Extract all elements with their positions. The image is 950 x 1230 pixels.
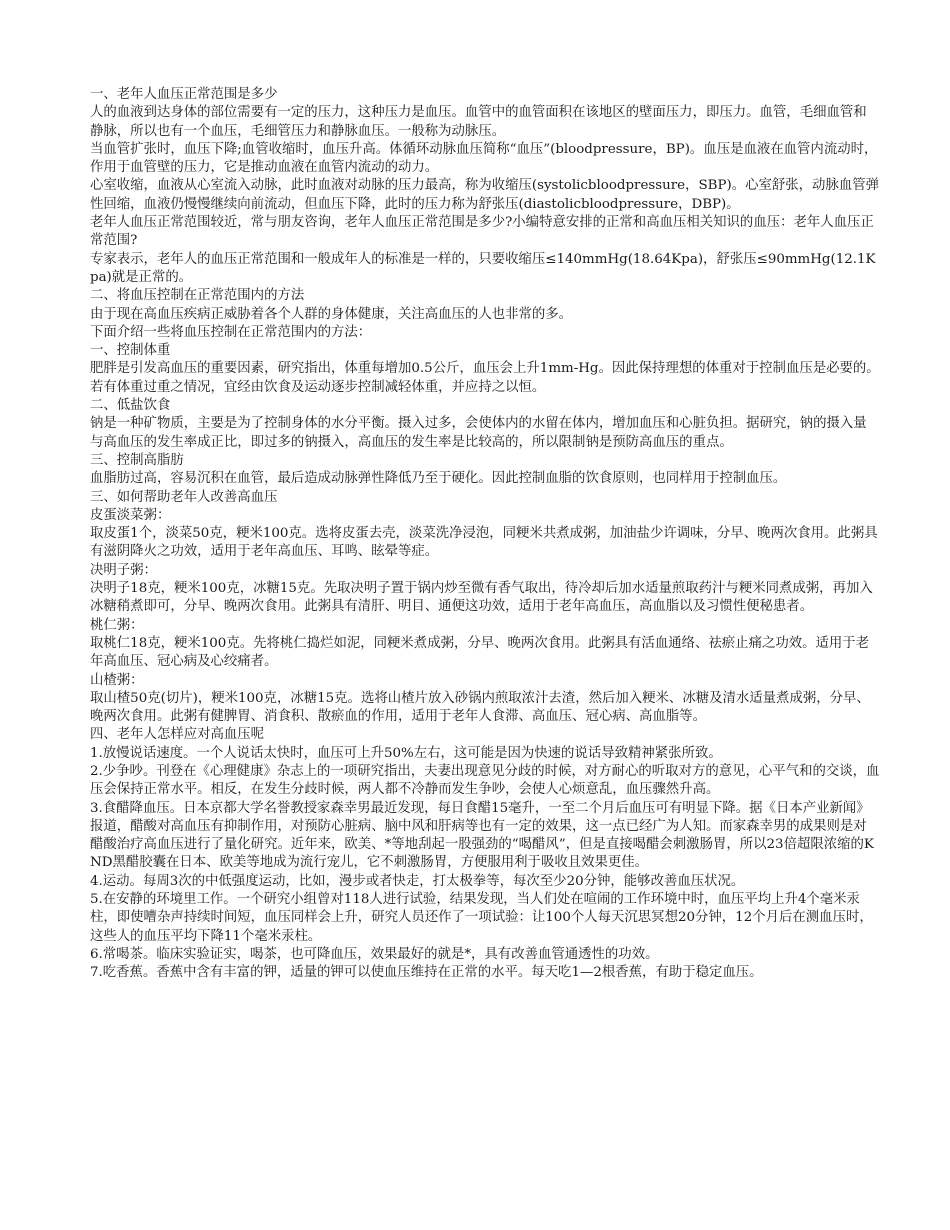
subheading-control-fat: 三、控制高脂肪 xyxy=(90,452,184,468)
paragraph: 肥胖是引发高血压的重要因素，研究指出，体重每增加0.5公斤，血压会上升1mm-Hg。因此保持理想的体重对于控制血压是必要的。若有体重过重之情况，宜经由饮食及运动逐步控制减轻体重，并应持之以恒。 xyxy=(90,361,880,395)
recipe-title-pidan: 皮蛋淡菜粥： xyxy=(90,507,171,523)
recipe-title-shanzha: 山楂粥： xyxy=(90,672,144,688)
paragraph: 心室收缩，血液从心室流入动脉，此时血液对动脉的压力最高，称为收缩压(systolicbloodpressure，SBP)。心室舒张，动脉血管弹性回缩，血液仍慢慢继续向前流动，但血压下降，此时的压力称为舒张压(diastolicbloodpressure，DBP)。 xyxy=(90,178,880,212)
list-item: 6.常喝茶。临床实验证实，喝茶，也可降血压，效果最好的就是*，具有改善血管通透性的功效。 xyxy=(90,946,659,962)
document-body xyxy=(90,86,880,983)
list-item: 2.少争吵。刊登在《心理健康》杂志上的一项研究指出，夫妻出现意见分歧的时候，对方耐心的听取对方的意见，心平气和的交谈，血压会保持正常水平。相反，在发生分歧时候，两人都不冷静而发生争吵，会使人心烦意乱，血压骤然升高。 xyxy=(90,763,880,798)
recipe-title-taoren: 桃仁粥： xyxy=(90,617,144,633)
paragraph: 血脂肪过高，容易沉积在血管，最后造成动脉弹性降低乃至于硬化。因此控制血脂的饮食原则，也同样用于控制血压。 xyxy=(90,471,787,487)
paragraph: 下面介绍一些将血压控制在正常范围内的方法： xyxy=(90,324,372,340)
section-heading-4: 四、老年人怎样应对高血压呢 xyxy=(90,727,265,743)
section-heading-2: 二、将血压控制在正常范围内的方法 xyxy=(90,288,305,304)
recipe-body: 取桃仁18克，粳米100克。先将桃仁捣烂如泥，同粳米煮成粥，分早、晚两次食用。此粥具有活血通络、祛瘀止痛之功效。适用于老年高血压、冠心病及心绞痛者。 xyxy=(90,635,870,670)
subheading-control-weight: 一、控制体重 xyxy=(90,343,171,359)
list-item: 1.放慢说话速度。一个人说话太快时，血压可上升50%左右，这可能是因为快速的说话导致精神紧张所致。 xyxy=(90,745,722,761)
list-item: 5.在安静的环境里工作。一个研究小组曾对118人进行试验，结果发现，当人们处在喧闹的工作环境中时，血压平均上升4个毫米汞柱，即使嘈杂声持续时间短，血压同样会上升，研究人员还作了一项试验：让100个人每天沉思冥想20分钟，12个月后在测血压时，这些人的血压平均下降11个毫米汞柱。 xyxy=(90,892,873,944)
subheading-low-salt: 二、低盐饮食 xyxy=(90,398,171,414)
section-heading-3: 三、如何帮助老年人改善高血压 xyxy=(90,489,278,505)
paragraph: 由于现在高血压疾病正威胁着各个人群的身体健康，关注高血压的人也非常的多。 xyxy=(90,306,573,322)
paragraph: 当血管扩张时，血压下降;血管收缩时，血压升高。体循环动脉血压简称“血压”(bloodpressure，BP)。血压是血液在血管内流动时，作用于血管壁的压力，它是推动血液在血管内流动的动力。 xyxy=(90,141,878,176)
paragraph: 老年人血压正常范围较近，常与朋友咨询，老年人血压正常范围是多少?小编特意安排的正常和高血压相关知识的血压：老年人血压正常范围? xyxy=(90,215,874,249)
paragraph: 钠是一种矿物质，主要是为了控制身体的水分平衡。摄入过多，会使体内的水留在体内，增加血压和心脏负担。据研究，钠的摄入量与高血压的发生率成正比，即过多的钠摄入，高血压的发生率是比较高的，所以限制钠是预防高血压的重点。 xyxy=(90,416,867,450)
recipe-body: 取皮蛋1个，淡菜50克，粳米100克。选将皮蛋去壳，淡菜洗净浸泡，同粳米共煮成粥，加油盐少许调味，分早、晚两次食用。此粥具有滋阴降火之功效，适用于老年高血压、耳鸣、眩晕等症。 xyxy=(90,526,878,560)
paragraph: 专家表示，老年人的血压正常范围和一般成年人的标准是一样的，只要收缩压≤140mmHg(18.64Kpa)，舒张压≤90mmHg(12.1Kpa)就是正常的。 xyxy=(90,251,876,285)
recipe-body: 决明子18克，粳米100克，冰糖15克。先取决明子置于锅内炒至微有香气取出，待冷却后加水适量煎取药汁与粳米同煮成粥，再加入冰糖稍煮即可，分早、晚两次食用。此粥具有清肝、明目、通便这功效，适用于老年高血压，高血脂以及习惯性便秘患者。 xyxy=(90,581,873,615)
paragraph: 人的血液到达身体的部位需要有一定的压力，这种压力是血压。血管中的血管面积在该地区的壁面压力，即压力。血管，毛细血管和静脉，所以也有一个血压，毛细管压力和静脉血压。一般称为动脉压。 xyxy=(90,105,867,139)
section-heading-1: 一、老年人血压正常范围是多少 xyxy=(90,87,278,102)
recipe-body: 取山楂50克(切片)，粳米100克，冰糖15克。选将山楂片放入砂锅内煎取浓汁去渣，然后加入粳米、冰糖及清水适量煮成粥，分早、晚两次食用。此粥有健脾胃、消食积、散瘀血的作用，适用于老年人食滞、高血压、冠心病、高血脂等。 xyxy=(90,690,870,725)
list-item: 7.吃香蕉。香蕉中含有丰富的钾，适量的钾可以使血压维持在正常的水平。每天吃1—2根香蕉，有助于稳定血压。 xyxy=(90,965,763,981)
list-item: 4.运动。每周3次的中低强度运动，比如，漫步或者快走，打太极拳等，每次至少20分钟，能够改善血压状况。 xyxy=(90,873,745,889)
recipe-title-jueming: 决明子粥： xyxy=(90,562,157,578)
list-item: 3.食醋降血压。日本京都大学名誉教授家森幸男最近发现，每日食醋15毫升，一至二个月后血压可有明显下降。据《日本产业新闻》报道，醋酸对高血压有抑制作用，对预防心脏病、脑中风和肝病等也有一定的效果，这一点已经广为人知。而家森幸男的成果则是对醋酸治疗高血压进行了量化研究。近年来，欧美、*等地刮起一股强劲的“喝醋风”，但是直接喝醋会刺激肠胃，所以23倍超限浓缩的KND黑醋胶囊在日本、欧美等地成为流行宠儿，它不刺激肠胃，方便服用利于吸收且效果更佳。 xyxy=(90,800,874,871)
